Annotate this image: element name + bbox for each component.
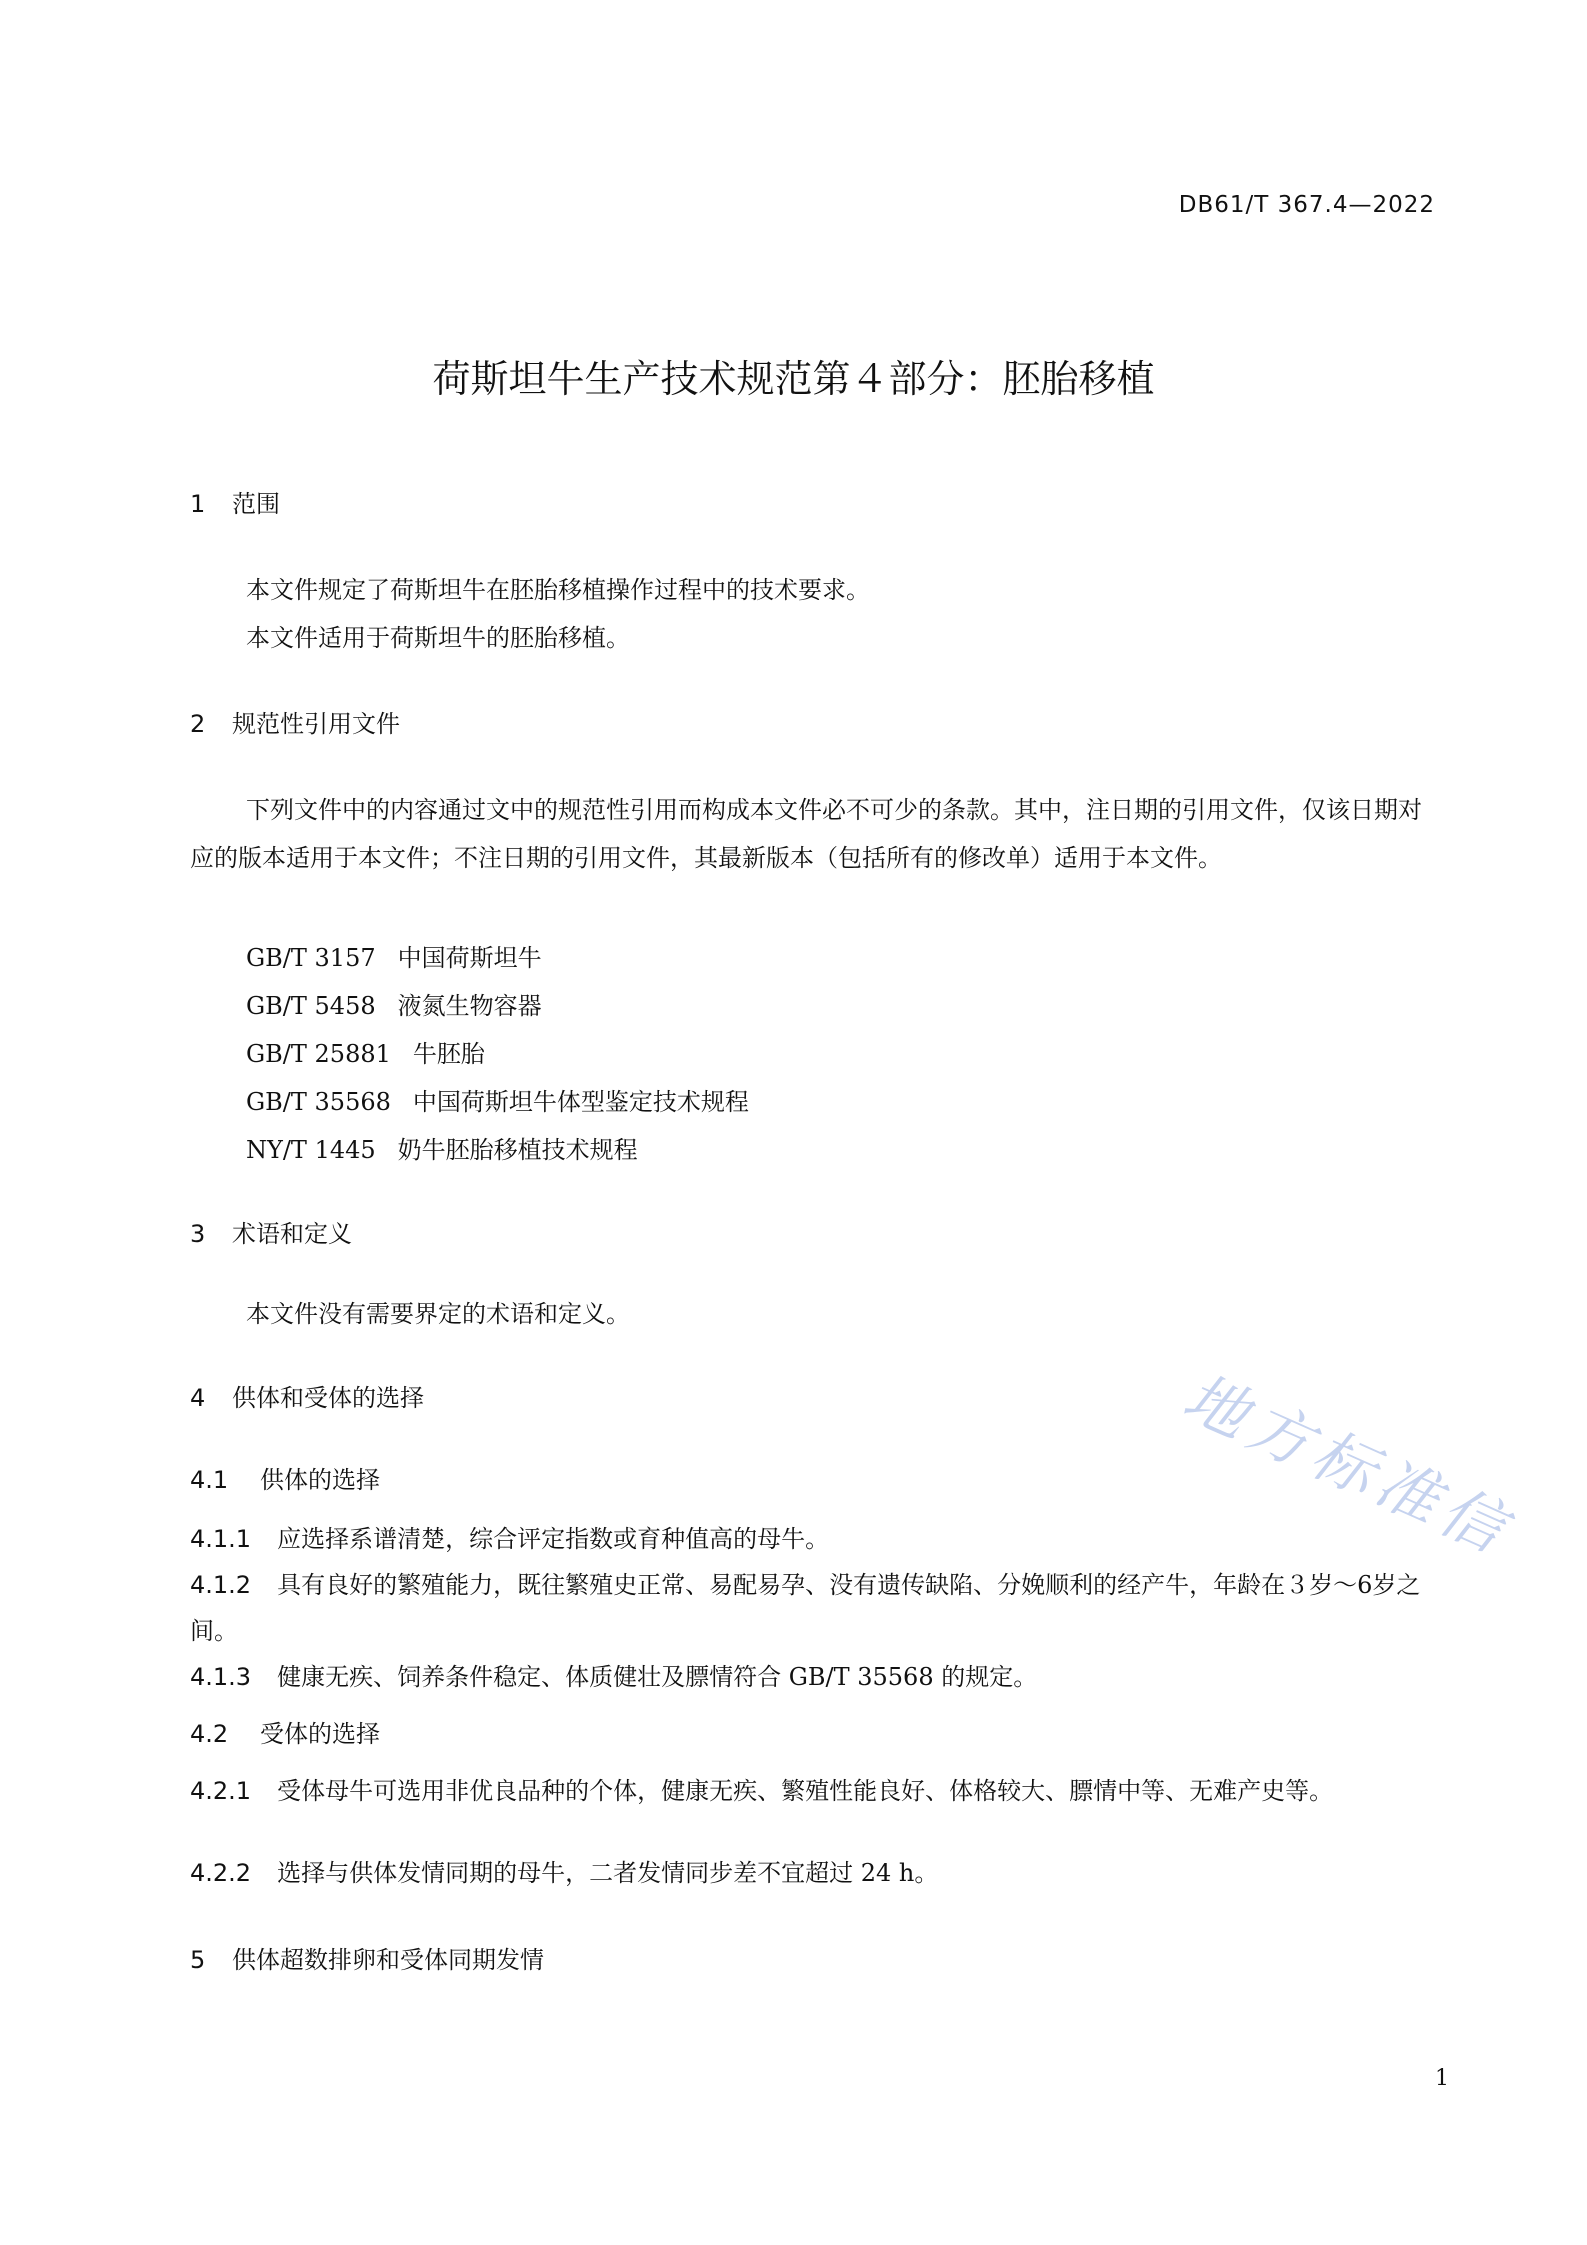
section-title: 供体和受体的选择 xyxy=(232,1384,424,1412)
reference-name: 中国荷斯坦牛 xyxy=(397,944,542,972)
section-number: 3 xyxy=(190,1220,206,1248)
reference-item xyxy=(246,1130,638,1165)
reference-name: 液氮生物容器 xyxy=(397,992,542,1020)
section-title: 规范性引用文件 xyxy=(232,710,400,738)
reference-name: 奶牛胚胎移植技术规程 xyxy=(397,1136,638,1164)
document-title: 荷斯坦牛生产技术规范第４部分：胚胎移植 xyxy=(432,357,1155,401)
subsection-number: 4.2 xyxy=(190,1720,229,1748)
clause-text: 健康无疾、饲养条件稳定、体质健壮及膘情符合 GB/T 35568 的规定。 xyxy=(277,1663,1038,1691)
clause-number: 4.2.1 xyxy=(190,1777,252,1805)
clause-4-1-1 xyxy=(190,1516,1434,1562)
reference-item xyxy=(246,1082,749,1117)
reference-item xyxy=(246,986,542,1021)
references-intro: 下列文件中的内容通过文中的规范性引用而构成本文件必不可少的条款。其中，注日期的引用文件，仅该日期对应的版本适用于本文件；不注日期的引用文件，其最新版本（包括所有的修改单）适用于本文件。 xyxy=(190,796,1422,872)
subsection-title: 供体的选择 xyxy=(260,1466,380,1494)
paragraph: 本文件适用于荷斯坦牛的胚胎移植。 xyxy=(246,624,630,652)
section-title: 术语和定义 xyxy=(232,1220,352,1248)
subsection-title: 受体的选择 xyxy=(260,1720,380,1748)
document-code: DB61/T 367.4—2022 xyxy=(1178,192,1435,218)
paragraph: 本文件没有需要界定的术语和定义。 xyxy=(246,1300,630,1328)
reference-name: 牛胚胎 xyxy=(412,1040,485,1068)
section-5-heading xyxy=(190,1940,544,1975)
clause-text: 应选择系谱清楚，综合评定指数或育种值高的母牛。 xyxy=(277,1525,830,1553)
reference-code: GB/T 35568 xyxy=(246,1088,391,1116)
section-3-heading xyxy=(190,1214,352,1249)
clause-4-1-3 xyxy=(190,1654,1434,1700)
clause-text: 具有良好的繁殖能力，既往繁殖史正常、易配易孕、没有遗传缺陷、分娩顺利的经产牛，年龄在３岁～6岁之间。 xyxy=(190,1571,1421,1645)
reference-code: GB/T 3157 xyxy=(246,944,376,972)
reference-item xyxy=(246,1034,485,1069)
reference-item xyxy=(246,938,542,973)
paragraph: 本文件规定了荷斯坦牛在胚胎移植操作过程中的技术要求。 xyxy=(246,576,870,604)
clause-text: 选择与供体发情同期的母牛，二者发情同步差不宜超过 24 h。 xyxy=(277,1859,939,1887)
section-2-heading xyxy=(190,704,400,739)
section-title: 供体超数排卵和受体同期发情 xyxy=(232,1946,544,1974)
page-number: 1 xyxy=(1435,2066,1449,2091)
subsection-number: 4.1 xyxy=(190,1466,229,1494)
watermark: 地方标准信 xyxy=(1173,1359,1523,1569)
reference-code: NY/T 1445 xyxy=(246,1136,376,1164)
clause-number: 4.1.2 xyxy=(190,1571,252,1599)
clause-4-2-2 xyxy=(190,1850,1434,1896)
section-number: 5 xyxy=(190,1946,206,1974)
section-number: 2 xyxy=(190,710,206,738)
clause-4-2-1 xyxy=(190,1768,1434,1814)
section-4-heading xyxy=(190,1378,424,1413)
subsection-4-1-heading xyxy=(190,1460,380,1495)
clause-text: 受体母牛可选用非优良品种的个体，健康无疾、繁殖性能良好、体格较大、膘情中等、无难产史等。 xyxy=(277,1777,1334,1805)
clause-number: 4.2.2 xyxy=(190,1859,252,1887)
section-number: 1 xyxy=(190,490,206,518)
reference-name: 中国荷斯坦牛体型鉴定技术规程 xyxy=(412,1088,749,1116)
reference-code: GB/T 25881 xyxy=(246,1040,391,1068)
clause-number: 4.1.3 xyxy=(190,1663,252,1691)
section-title: 范围 xyxy=(232,490,280,518)
clause-number: 4.1.1 xyxy=(190,1525,252,1553)
section-number: 4 xyxy=(190,1384,206,1412)
section-1-heading xyxy=(190,484,280,519)
subsection-4-2-heading xyxy=(190,1714,380,1749)
reference-code: GB/T 5458 xyxy=(246,992,376,1020)
clause-4-1-2 xyxy=(190,1562,1434,1654)
